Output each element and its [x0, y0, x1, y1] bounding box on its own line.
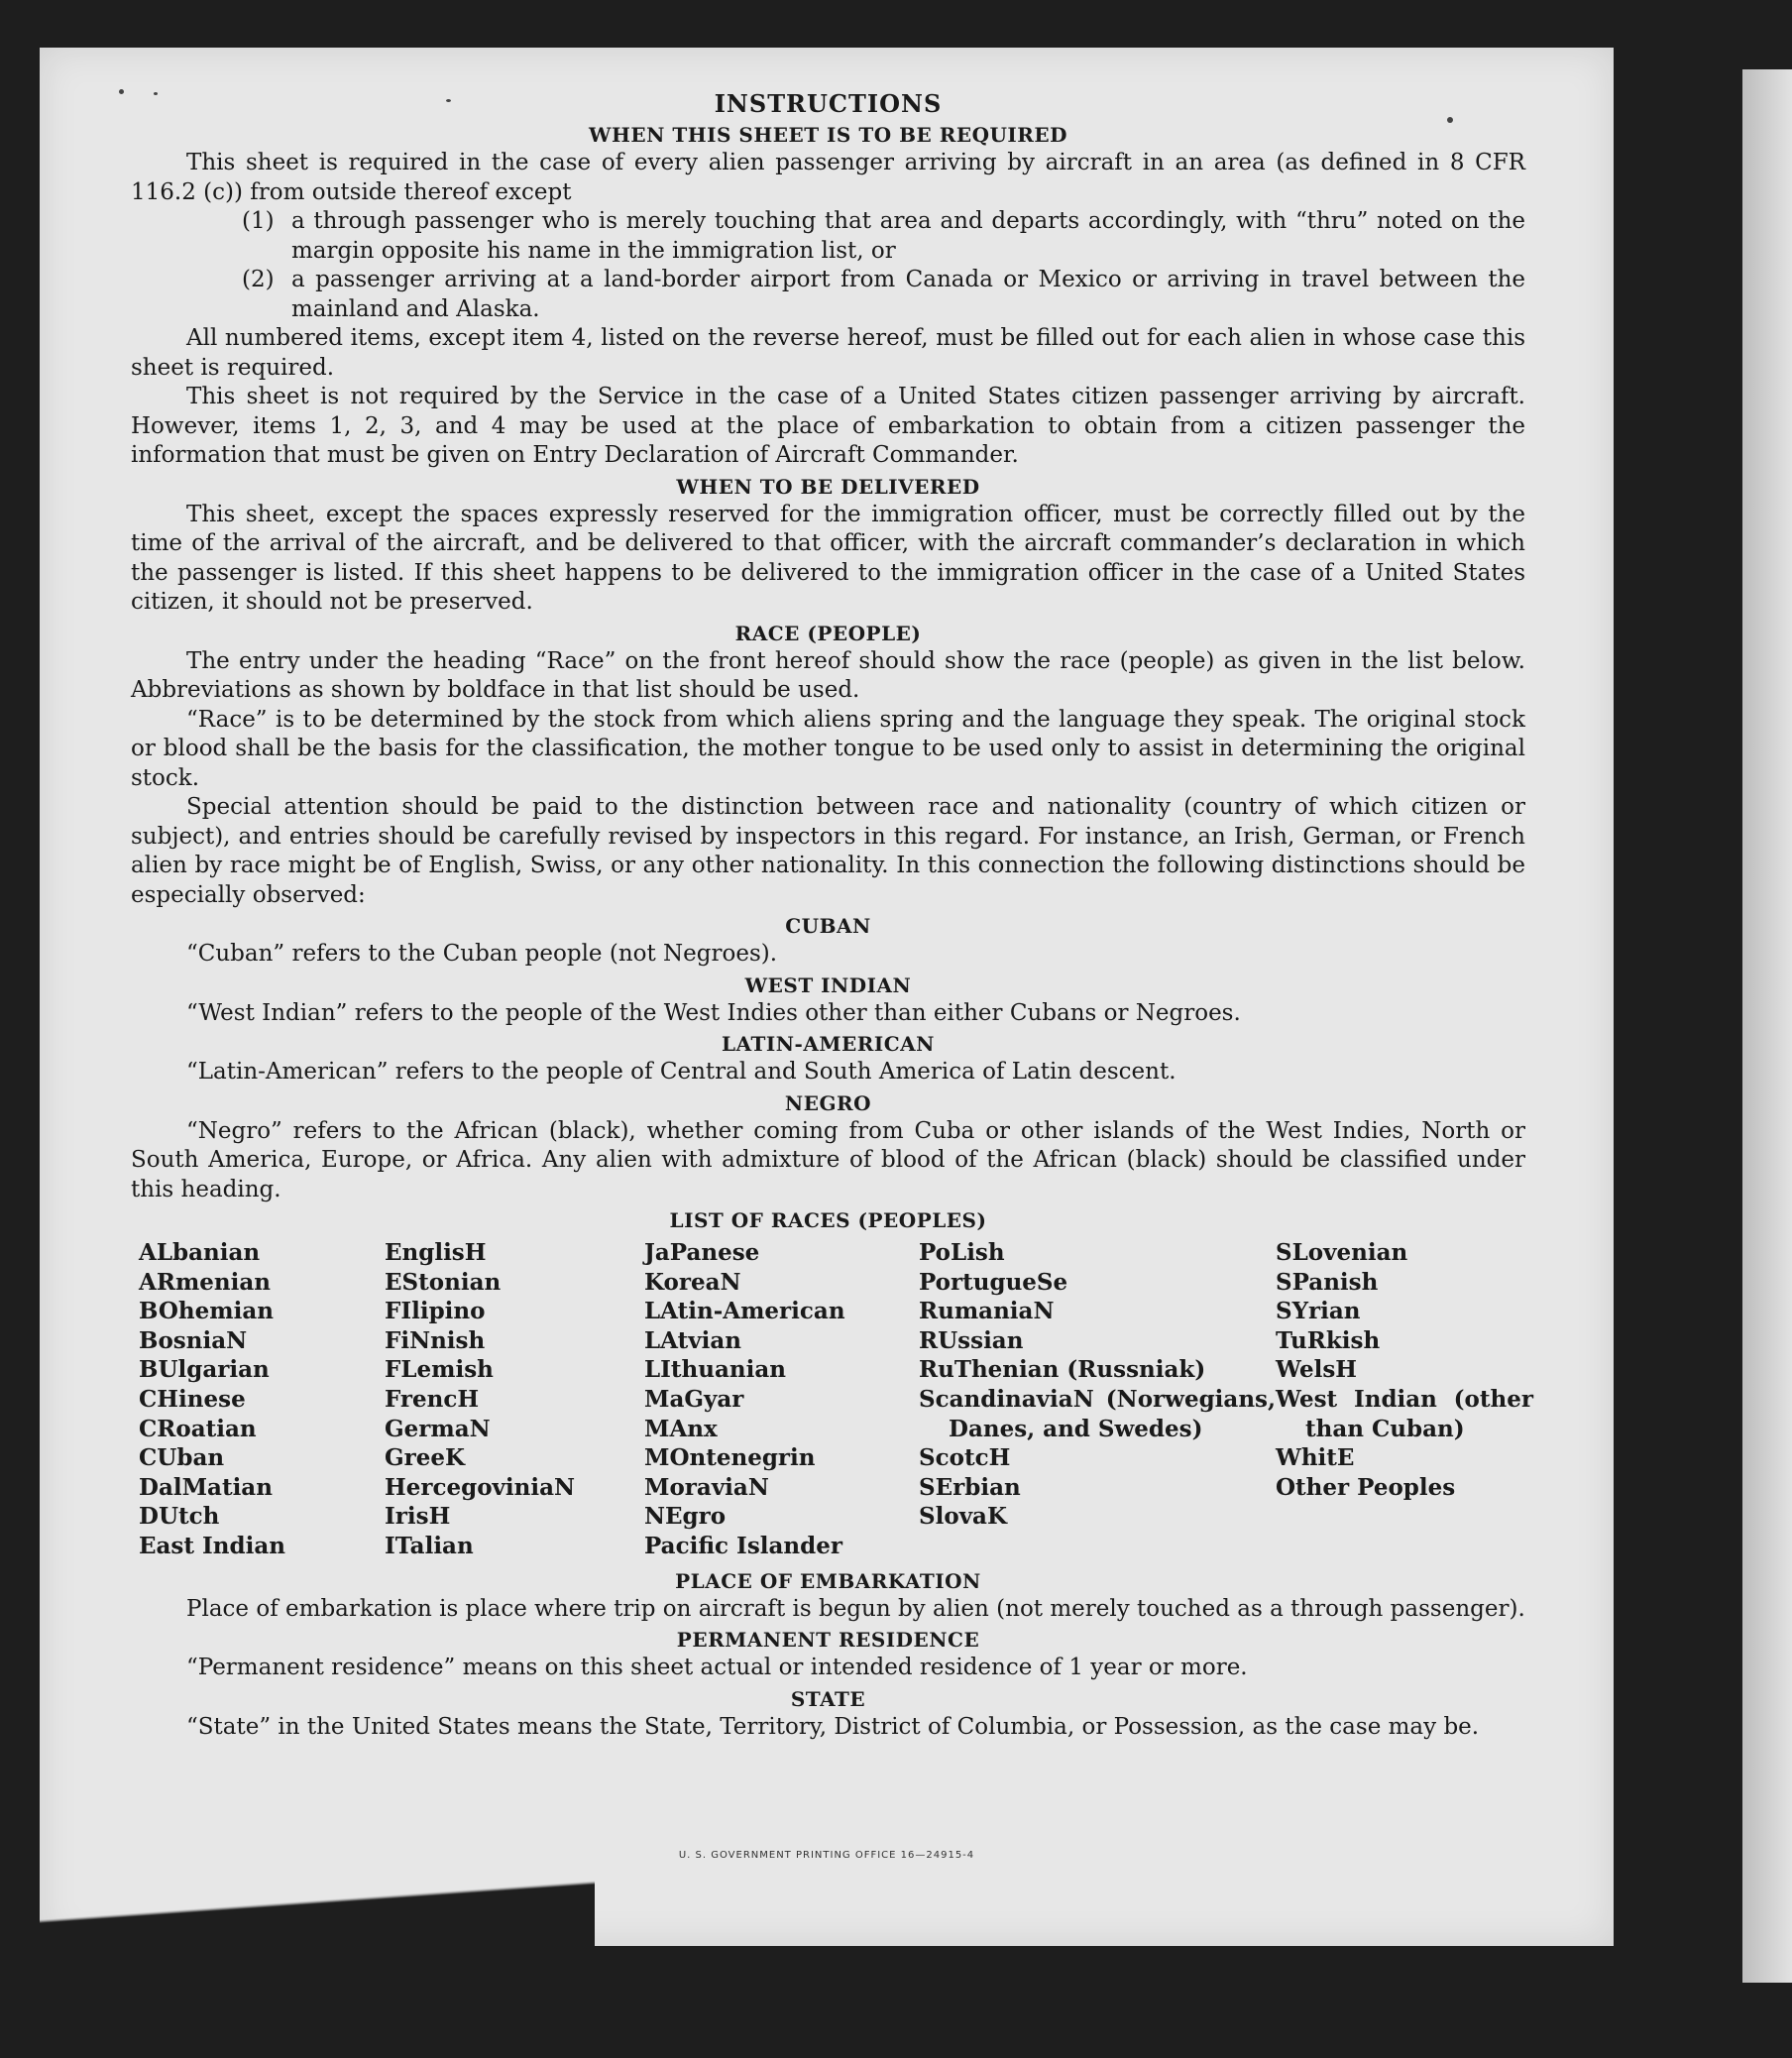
document-title: INSTRUCTIONS: [714, 89, 943, 118]
numbered-item: [131, 266, 1525, 324]
item-number: (2): [242, 267, 275, 292]
race-entry: LAtvian: [644, 1326, 741, 1354]
section-paragraph: “Cuban” refers to the Cuban people (not Negroes).: [186, 941, 778, 967]
race-entry: ScandinaviaN (Norwegians, Danes, and Swedes): [919, 1385, 1276, 1442]
race-entry: SErbian: [919, 1473, 1021, 1501]
race-entry: FIlipino: [385, 1298, 486, 1325]
race-entry: LIthuanian: [644, 1356, 786, 1384]
race-entry: MOntenegrin: [644, 1444, 816, 1472]
race-entry: MaGyar: [644, 1385, 744, 1413]
race-entry: RUssian: [919, 1326, 1024, 1354]
race-entry: East Indian: [139, 1532, 285, 1559]
race-entry: HercegoviniaN: [385, 1473, 576, 1501]
section-paragraph: Special attention should be paid to the distinction between race and nationality (country of which citizen or subject), and entries should be carefully revised by inspectors in this regard. For instance, an Irish, German, or French alien by race might be of English, Swiss, or any other nationality. In this connection the following distinctions should be especially observed:: [131, 794, 1525, 908]
race-entry: MoraviaN: [644, 1473, 769, 1501]
race-entry: EStonian: [385, 1268, 502, 1296]
race-entry: FiNnish: [385, 1326, 486, 1354]
race-entry: PoLish: [919, 1239, 1005, 1266]
section-heading: WEST INDIAN: [744, 972, 912, 997]
section-paragraph: Place of embarkation is place where trip on aircraft is begun by alien (not merely touched as a through passenger).: [186, 1595, 1525, 1622]
race-entry: SPanish: [1276, 1268, 1379, 1296]
section-heading: WHEN THIS SHEET IS TO BE REQUIRED: [589, 123, 1067, 147]
race-entry: SlovaK: [919, 1503, 1007, 1531]
race-entry: ITalian: [385, 1532, 474, 1559]
section-paragraph: The entry under the heading “Race” on the front hereof should show the race (people) as given in the list below. Abbreviations as shown by boldface in that list should be used.: [131, 647, 1525, 703]
race-entry: FrencH: [385, 1385, 480, 1413]
race-entry: SLovenian: [1276, 1239, 1408, 1266]
section-heading: LATIN-AMERICAN: [722, 1032, 935, 1056]
race-entry: KoreaN: [644, 1268, 741, 1296]
race-entry: BUlgarian: [139, 1356, 270, 1384]
race-entry: GermaN: [385, 1415, 491, 1442]
race-entry: Pacific Islander: [644, 1532, 842, 1559]
section-paragraph: “Race” is to be determined by the stock from which aliens spring and the language they speak. The original stock or blood shall be the basis for the classification, the mother tongue to be used only to assist in determining the original stock.: [131, 706, 1525, 791]
race-entry: CRoatian: [139, 1415, 257, 1442]
race-entry: SYrian: [1276, 1298, 1361, 1325]
race-entry: IrisH: [385, 1503, 451, 1531]
race-entry: MAnx: [644, 1415, 718, 1442]
races-list: [139, 1238, 1533, 1561]
races-column: [919, 1238, 1276, 1561]
race-entry: RumaniaN: [919, 1298, 1055, 1325]
document-sheet: [40, 48, 1614, 1946]
instructions-content: [131, 89, 1533, 1742]
section-heading: PERMANENT RESIDENCE: [676, 1628, 980, 1653]
section-heading: STATE: [790, 1686, 866, 1711]
item-text: a passenger arriving at a land-border airport from Canada or Mexico or arriving in travel between the mainland and Alaska.: [291, 267, 1525, 322]
race-entry: GreeK: [385, 1444, 466, 1472]
item-number: (1): [242, 208, 275, 234]
section-heading: NEGRO: [784, 1090, 872, 1115]
section-paragraph: “Latin-American” refers to the people of Central and South America of Latin descent.: [186, 1059, 1176, 1085]
race-entry: DUtch: [139, 1503, 220, 1531]
folded-corner: [40, 1857, 595, 1946]
race-entry: TuRkish: [1276, 1326, 1381, 1354]
race-entry: ScotcH: [919, 1444, 1011, 1472]
section-paragraph: “West Indian” refers to the people of the West Indies other than either Cubans or Negroes.: [186, 999, 1241, 1026]
section-paragraph: “Permanent residence” means on this sheet actual or intended residence of 1 year or more.: [186, 1655, 1248, 1681]
section-paragraph: This sheet, except the spaces expressly reserved for the immigration officer, must be correctly filled out by the time of the arrival of the aircraft, and be delivered to that officer, with the aircraft commander’s declaration in which the passenger is listed. If this sheet happens to be delivered to the immigration officer in the case of a United States citizen, it should not be preserved.: [131, 501, 1525, 615]
races-column: [385, 1238, 644, 1561]
race-entry: PortugueSe: [919, 1268, 1068, 1296]
race-entry: CHinese: [139, 1385, 246, 1413]
sections-container: [131, 121, 1525, 1204]
scanner-edge: [1742, 69, 1792, 1983]
races-column: [1276, 1238, 1533, 1561]
closing-sections-container: [131, 1567, 1525, 1743]
race-entry: Other Peoples: [1276, 1473, 1456, 1501]
section-paragraph: This sheet is required in the case of every alien passenger arriving by aircraft in an area (as defined in 8 CFR 116.2 (c)) from outside thereof except: [131, 150, 1525, 205]
race-entry: BosniaN: [139, 1326, 248, 1354]
race-entry: CUban: [139, 1444, 225, 1472]
race-entry: WelsH: [1276, 1356, 1358, 1384]
races-column: [644, 1238, 919, 1561]
numbered-item: [131, 207, 1525, 266]
race-entry: RuThenian (Russniak): [919, 1356, 1206, 1384]
race-entry: EnglisH: [385, 1239, 487, 1266]
race-entry: West Indian (other than Cuban): [1276, 1385, 1533, 1442]
race-entry: BOhemian: [139, 1298, 274, 1325]
section-paragraph: “State” in the United States means the State, Territory, District of Columbia, or Possession, as the case may be.: [186, 1713, 1480, 1740]
printing-office-footer: U. S. GOVERNMENT PRINTING OFFICE 16—24915-4: [678, 1850, 975, 1861]
race-entry: DalMatian: [139, 1473, 273, 1501]
race-entry: ALbanian: [139, 1239, 261, 1266]
section-paragraph: “Negro” refers to the African (black), whether coming from Cuba or other islands of the West Indies, North or South America, Europe, or Africa. Any alien with admixture of blood of the African (black) should be classified under this heading.: [131, 1117, 1525, 1202]
race-entry: JaPanese: [644, 1239, 760, 1266]
item-text: a through passenger who is merely touching that area and departs accordingly, with “thru” noted on the margin opposite his name in the immigration list, or: [291, 208, 1525, 264]
race-entry: LAtin-American: [644, 1298, 845, 1325]
race-entry: ARmenian: [139, 1268, 272, 1296]
section-heading: WHEN TO BE DELIVERED: [676, 474, 980, 499]
race-entry: FLemish: [385, 1356, 494, 1384]
race-entry: NEgro: [644, 1503, 727, 1531]
section-heading: RACE (PEOPLE): [734, 621, 922, 645]
section-heading: CUBAN: [785, 914, 871, 938]
races-heading: LIST OF RACES (PEOPLES): [669, 1208, 987, 1232]
section-heading: PLACE OF EMBARKATION: [675, 1568, 981, 1593]
race-entry: WhitE: [1276, 1444, 1355, 1472]
races-column: [139, 1238, 385, 1561]
section-paragraph: All numbered items, except item 4, listed on the reverse hereof, must be filled out for each alien in whose case this sheet is required.: [131, 325, 1525, 381]
scan-speck: [119, 89, 124, 94]
section-paragraph: This sheet is not required by the Service in the case of a United States citizen passenger arriving by aircraft. However, items 1, 2, 3, and 4 may be used at the place of embarkation to obtain from a citizen passenger the information that must be given on Entry Declaration of Aircraft Commander.: [131, 384, 1525, 468]
